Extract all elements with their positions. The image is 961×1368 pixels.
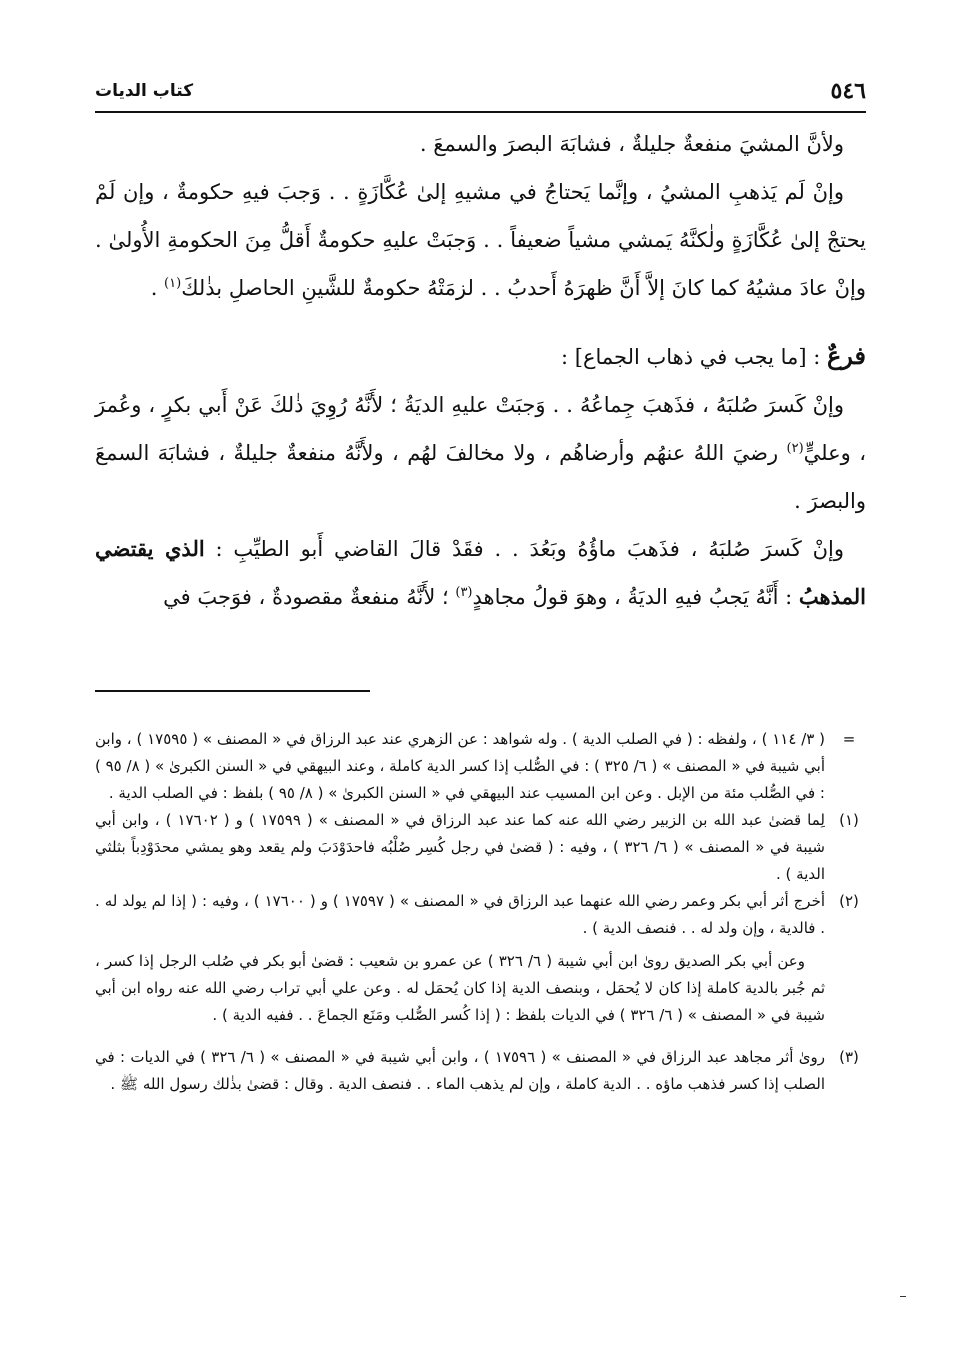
page-header	[95, 74, 866, 108]
paragraph-2-end: .	[150, 276, 165, 300]
paragraph-4	[95, 525, 866, 621]
footnote-ref-2[interactable]: (٢)	[786, 441, 804, 456]
heading-text: : [ما يجب في ذهاب الجماع] :	[561, 345, 827, 369]
footnote-2-text: أخرج أثر أبي بكر وعمر رضي الله عنهما عبد الرزاق في « المصنف » ( ١٧٥٩٧ ) و ( ١٧٦٠٠ ) ، وفيه : ( إذا لم يولد له . . فالدية ، وإن ولد له . . فنصف الدية ) .	[95, 892, 826, 937]
footnote-separator	[95, 690, 370, 692]
footnote-3-mark: (٣)	[839, 1048, 859, 1066]
footnote-ref-3[interactable]: (٣)	[455, 585, 473, 600]
paragraph-2-text: وإنْ لَم يَذهبِ المشيُ ، وإنَّما يَحتاجُ في مشيهِ إلىٰ عُكَّازَةٍ . . وَجبَ فيهِ حكومةٌ ، وإن لَمْ يحتجْ إلىٰ عُكَّازَةٍ ولٰكنَّهُ يَمشي مشياً ضعيفاً . . وَجبَتْ عليهِ حكومةٌ أَقلُّ مِنَ الحكومةِ الأُولىٰ . وإنْ عادَ مشيُهُ كما كانَ إلاَّ أَنَّ ظهرَهُ أَحدبُ . . لزمَتْهُ حكومةٌ للشَّينِ الحاصلِ بذٰلكَ	[95, 180, 866, 300]
paragraph-3	[95, 381, 866, 525]
footnote-1-text: لِما قضىٰ عبد الله بن الزبير رضي الله عنه كما عند عبد الرزاق في « المصنف » ( ١٧٥٩٩ ) و ( ١٧٦٠٢ ) ، وابن أبي شيبة في « المصنف » ( ٦/ ٣٢٦ ) ، وفيه : ( قضىٰ في رجل كُسِر صُلْبُه فاحدَوْدَبَ ولم يقعد وهو يمشي محدَوْدِباً بثلثي الدية ) .	[95, 811, 825, 883]
footnote-continued	[95, 726, 873, 807]
margin-mark	[900, 1296, 906, 1297]
heading-word: فرعٌ	[826, 341, 866, 370]
paragraph-4-text-b: : أَنَّهُ يَجبُ فيهِ الديَةُ ، وهوَ قولُ مجاهدٍ	[472, 585, 799, 609]
paragraph-3-text-a: وإنْ كَسرَ صُلبَهُ ، فذَهبَ جِماعُهُ . . وَجبَتْ عليهِ الديَةُ ؛ لأَنَّهُ رُوِيَ ذٰلكَ عَنْ أَبي بكرٍ ، وعُمرَ ، وعليٍّ	[95, 393, 866, 465]
paragraph-4-text-a: وإنْ كَسرَ صُلبَهُ ، فذَهبَ ماؤُهُ وبَعُدَ . . فقَدْ قالَ القاضي أَبو الطيِّبِ :	[204, 537, 845, 561]
paragraph-2	[95, 168, 866, 312]
footnote-2-mark: (٢)	[839, 892, 859, 910]
footnote-continued-text: ( ٣/ ١١٤ ) ، ولفظه : ( في الصلب الدية ) . وله شواهد : عن الزهري عند عبد الرزاق في « المصنف » ( ١٧٥٩٥ ) ، وابن أبي شيبة في « المصنف » ( ٦/ ٣٢٥ ) : في الصُّلب إذا كسر الدية كاملة ، وعند البيهقي في « السنن الكبرىٰ » ( ٨/ ٩٥ ) : في الصُّلب مئة من الإبل . وعن ابن المسيب عند البيهقي في « السنن الكبرىٰ » ( ٨/ ٩٥ ) بلفظ : في الصلب الدية .	[95, 730, 825, 802]
continuation-mark: =	[842, 730, 856, 748]
section-heading	[95, 332, 866, 381]
footnote-3-text: روىٰ أثر مجاهد عبد الرزاق في « المصنف » ( ١٧٥٩٦ ) ، وابن أبي شيبة في « المصنف » ( ٦/ ٣٢٦ ) في الديات : في الصلب إذا كسر فذهب ماؤه . . الدية كاملة ، وإن لم يذهب الماء . . فنصف الدية . وقال : قضىٰ بذٰلك رسول الله ﷺ .	[95, 1048, 825, 1093]
footnote-1-mark: (١)	[839, 811, 859, 829]
footnote-2	[95, 888, 873, 942]
paragraph-3-text-b: رضيَ اللهُ عنهُم وأرضاهُم ، ولا مخالفَ لهُم ، ولأَنَّهُ منفعةٌ جليلةٌ ، فشابَهَ السمعَ والبصرَ .	[95, 441, 866, 513]
book-title: كتاب الديات	[95, 81, 194, 101]
footnote-ref-1[interactable]: (١)	[164, 276, 182, 291]
footnote-1	[95, 807, 873, 888]
footnotes	[95, 726, 873, 1098]
page-number: ٥٤٦	[830, 78, 866, 104]
paragraph-4-text-c: ؛ لأَنَّهُ منفعةٌ مقصودةٌ ، فوَجبَ في	[163, 585, 456, 609]
header-rule	[95, 111, 866, 113]
paragraph-1: ولأنَّ المشيَ منفعةٌ جليلةٌ ، فشابَهَ البصرَ والسمعَ .	[419, 132, 844, 156]
main-text	[95, 120, 866, 621]
footnote-2-continued: وعن أبي بكر الصديق روىٰ ابن أبي شيبة ( ٦/ ٣٢٦ ) عن عمرو بن شعيب : قضىٰ أبو بكر في صُلب الرجل إذا كسر ، ثم جُبر بالدية كاملة إذا كان لا يُحمَل ، وبنصف الدية إذا كان يُحمَل له . وعن علي أبي تراب رضي الله عنه رواه ابن أبي شيبة في « المصنف » ( ٦/ ٣٢٦ ) في الديات بلفظ : ( إذا كُسر الصُّلب ومَنَع الجماعَ . . ففيه الدية ) .	[95, 952, 825, 1024]
paragraph-4-bold: الذي يقتضي المذهبُ	[95, 536, 866, 609]
footnote-3	[95, 1044, 873, 1098]
